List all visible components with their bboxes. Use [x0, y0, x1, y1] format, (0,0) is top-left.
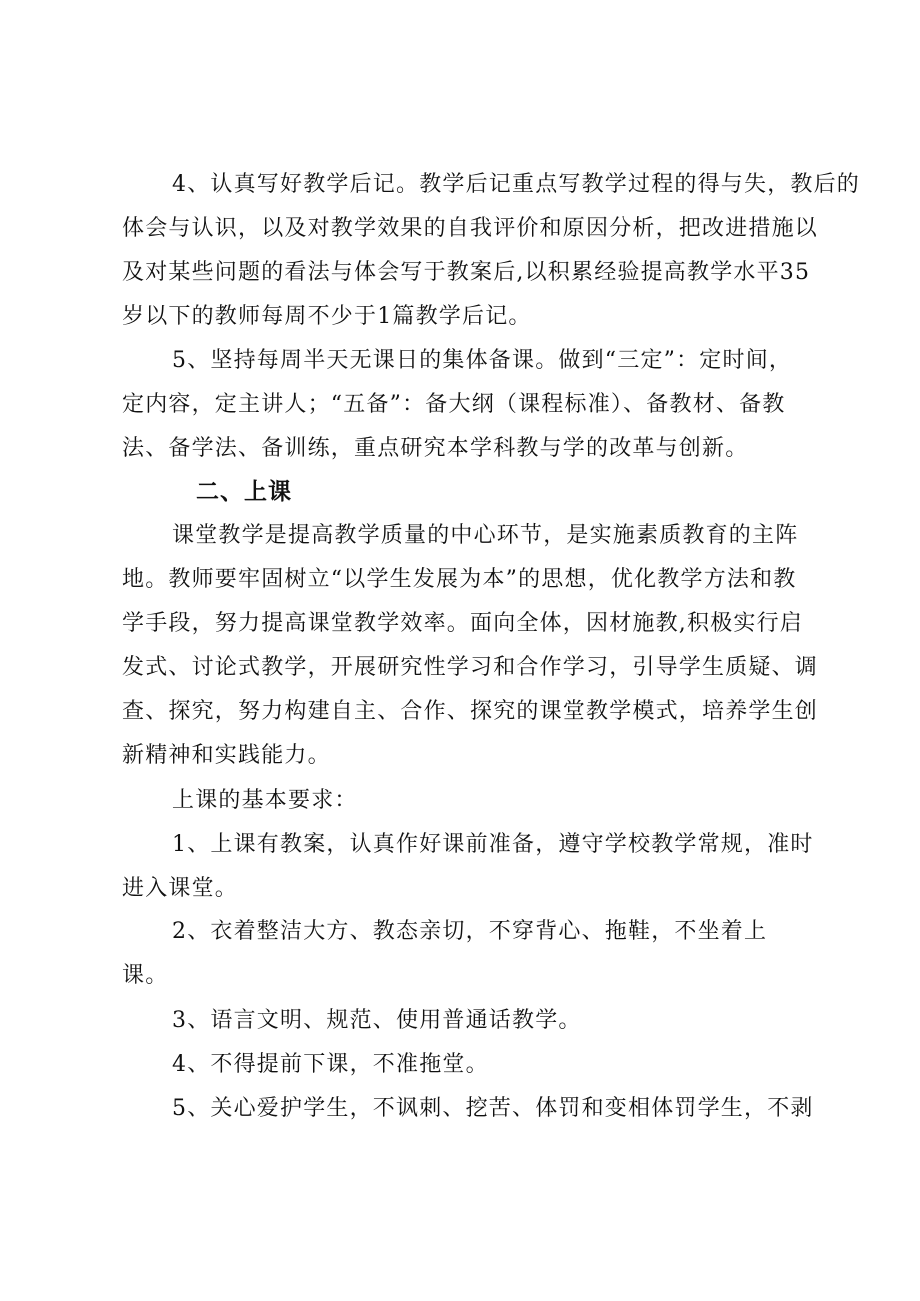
intro-line-5: 查、探究，努力构建自主、合作、探究的课堂教学模式，培养学生创 — [122, 699, 819, 724]
requirement-2-line-1: 2、衣着整洁大方、教态亲切，不穿背心、拖鞋，不坐着上 — [172, 919, 768, 944]
requirement-4: 4、不得提前下课，不准拖堂。 — [172, 1052, 489, 1077]
paragraph-5-line-3: 法、备学法、备训练，重点研究本学科教与学的改革与创新。 — [122, 436, 749, 461]
requirement-1-line-2: 进入课堂。 — [122, 876, 239, 901]
paragraph-4-line-3: 及对某些问题的看法与体会写于教案后,以积累经验提高教学水平35 — [122, 260, 811, 285]
intro-line-2: 地。教师要牢固树立“以学生发展为本”的思想，优化教学方法和教 — [122, 567, 797, 592]
intro-line-6: 新精神和实践能力。 — [122, 743, 331, 768]
intro-line-3: 学手段，努力提高课堂教学效率。面向全体，因材施教,积极实行启 — [122, 611, 803, 636]
intro-line-4: 发式、讨论式教学，开展研究性学习和合作学习，引导学生质疑、调 — [122, 655, 819, 680]
paragraph-4-line-2: 体会与认识，以及对教学效果的自我评价和原因分析，把改进措施以 — [122, 216, 819, 241]
requirement-1-line-1: 1、上课有教案，认真作好课前准备，遵守学校教学常规，准时 — [172, 832, 814, 857]
paragraph-4-line-4: 岁以下的教师每周不少于1篇教学后记。 — [122, 304, 532, 329]
requirement-5-line-1: 5、关心爱护学生，不讽刺、挖苦、体罚和变相体罚学生，不剥 — [172, 1096, 814, 1121]
requirement-2-line-2: 课。 — [122, 963, 169, 988]
section-heading: 二、上课 — [196, 479, 292, 505]
paragraph-4-line-1: 4、认真写好教学后记。教学后记重点写教学过程的得与失，教后的 — [172, 172, 860, 197]
paragraph-5-line-2: 定内容，定主讲人；“五备”：备大纲（课程标准）、备教材、备教 — [122, 392, 786, 417]
intro-line-1: 课堂教学是提高教学质量的中心环节，是实施素质教育的主阵 — [172, 523, 799, 548]
requirement-3: 3、语言文明、规范、使用普通话教学。 — [172, 1008, 582, 1033]
requirements-title: 上课的基本要求： — [172, 788, 358, 813]
paragraph-5-line-1: 5、坚持每周半天无课日的集体备课。做到“三定”：定时间， — [172, 348, 793, 373]
